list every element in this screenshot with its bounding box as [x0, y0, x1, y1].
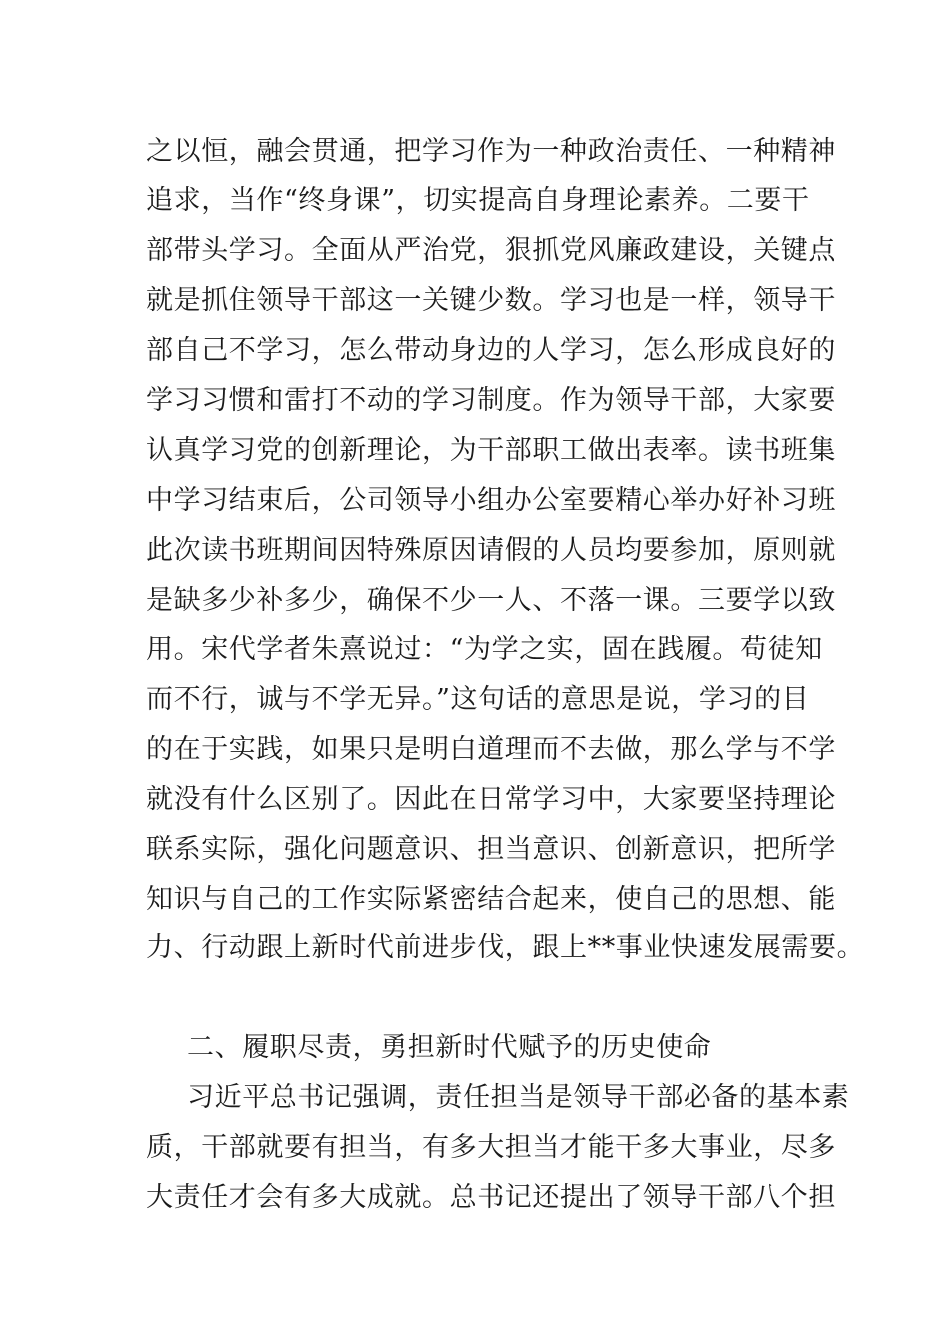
body-text-line: 部带头学习。全面从严治党，狠抓党风廉政建设，关键点: [146, 235, 836, 266]
body-text-line: 部自己不学习，怎么带动身边的人学习，怎么形成良好的: [146, 335, 836, 366]
body-text-line: 习近平总书记强调，责任担当是领导干部必备的基本素: [187, 1082, 850, 1113]
body-text-line: 是缺多少补多少，确保不少一人、不落一课。三要学以致: [146, 585, 836, 616]
body-text-line: 大责任才会有多大成就。总书记还提出了领导干部八个担: [146, 1182, 836, 1213]
body-text-line: 追求，当作“终身课”，切实提高自身理论素养。二要干: [146, 185, 810, 216]
body-text-line: 此次读书班期间因特殊原因请假的人员均要参加，原则就: [146, 535, 836, 566]
body-text-line: 就没有什么区别了。因此在日常学习中，大家要坚持理论: [146, 784, 836, 815]
body-text-line: 中学习结束后，公司领导小组办公室要精心举办好补习班: [146, 485, 836, 516]
body-text-line: 之以恒，融会贯通，把学习作为一种政治责任、一种精神: [146, 136, 836, 167]
body-text-line: 学习习惯和雷打不动的学习制度。作为领导干部，大家要: [146, 385, 836, 416]
body-text-line: 用。宋代学者朱熹说过：“为学之实，固在践履。苟徒知: [146, 634, 823, 665]
body-text-line: 知识与自己的工作实际紧密结合起来，使自己的思想、能: [146, 884, 836, 915]
body-text-line: 而不行，诚与不学无异。”这句话的意思是说，学习的目: [146, 684, 810, 715]
body-text-line: 的在于实践，如果只是明白道理而不去做，那么学与不学: [146, 734, 836, 765]
body-text-line: 力、行动跟上新时代前进步伐，跟上**事业快速发展需要。: [146, 932, 865, 963]
body-text-line: 就是抓住领导干部这一关键少数。学习也是一样，领导干: [146, 285, 836, 316]
body-text-line: 认真学习党的创新理论，为干部职工做出表率。读书班集: [146, 435, 836, 466]
body-text-line: 质，干部就要有担当，有多大担当才能干多大事业，尽多: [146, 1132, 836, 1163]
body-text-line: 联系实际，强化问题意识、担当意识、创新意识，把所学: [146, 834, 836, 865]
section-heading: 二、履职尽责，勇担新时代赋予的历史使命: [187, 1032, 712, 1063]
